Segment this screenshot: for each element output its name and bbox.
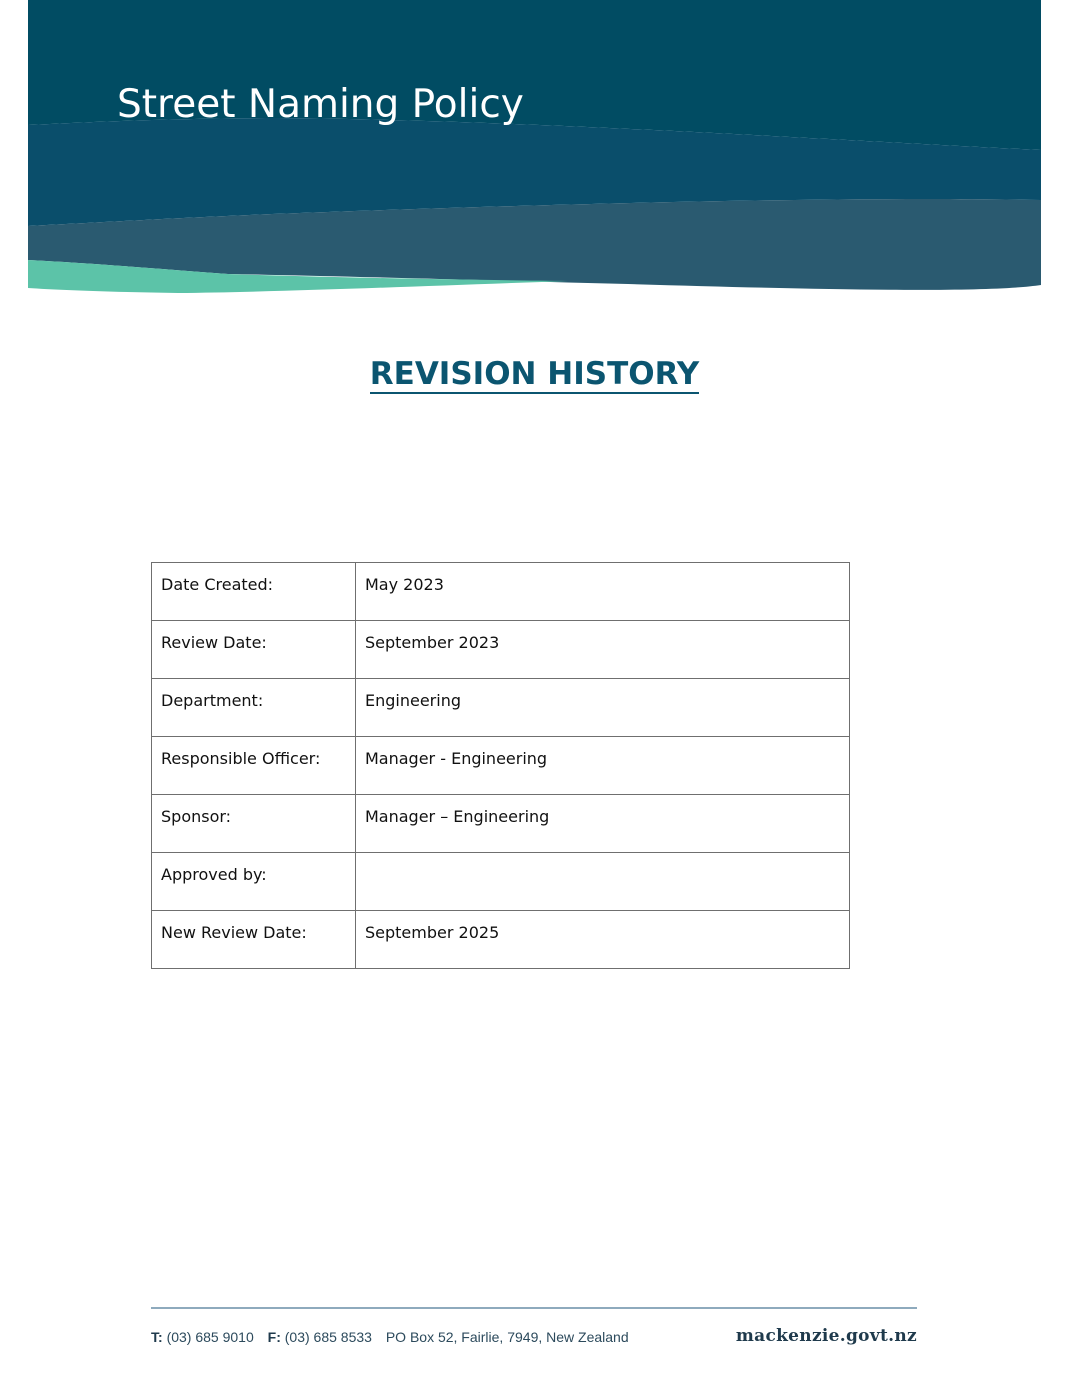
footer-divider: [151, 1307, 917, 1309]
row-value: Manager – Engineering: [356, 795, 850, 853]
fax-number: (03) 685 8533: [284, 1329, 372, 1345]
row-value: [356, 853, 850, 911]
section-heading: [0, 356, 1069, 392]
row-value: Manager - Engineering: [356, 737, 850, 795]
document-title: Street Naming Policy: [117, 82, 524, 127]
fax-label: F:: [267, 1329, 281, 1345]
row-label: Date Created:: [152, 563, 356, 621]
row-label: Department:: [152, 679, 356, 737]
table-row: [152, 679, 850, 737]
phone-label: T:: [151, 1329, 163, 1345]
row-value: September 2025: [356, 911, 850, 969]
row-label: Review Date:: [152, 621, 356, 679]
row-value: May 2023: [356, 563, 850, 621]
row-value: September 2023: [356, 621, 850, 679]
revision-history-heading: REVISION HISTORY: [369, 356, 700, 392]
website-link[interactable]: mackenzie.govt.nz: [735, 1326, 917, 1346]
header-banner: [28, 0, 1041, 300]
revision-history-table: [151, 562, 850, 969]
table-row: [152, 795, 850, 853]
row-label: Responsible Officer:: [152, 737, 356, 795]
table-row: [152, 911, 850, 969]
phone-number: (03) 685 9010: [166, 1329, 254, 1345]
table-row: [152, 563, 850, 621]
postal-address: PO Box 52, Fairlie, 7949, New Zealand: [385, 1329, 629, 1345]
row-value: Engineering: [356, 679, 850, 737]
table-row: [152, 621, 850, 679]
table-row: [152, 737, 850, 795]
row-label: Sponsor:: [152, 795, 356, 853]
row-label: Approved by:: [152, 853, 356, 911]
table-row: [152, 853, 850, 911]
row-label: New Review Date:: [152, 911, 356, 969]
banner-waves: [28, 0, 1041, 300]
footer-contact: [151, 1329, 629, 1345]
